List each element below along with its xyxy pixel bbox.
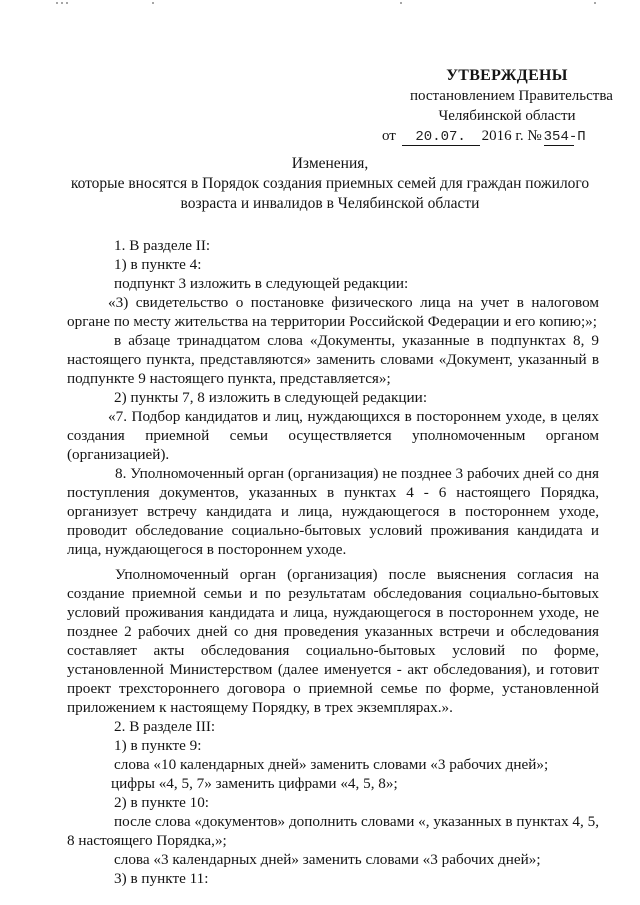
document-title xyxy=(60,154,600,214)
from-label: от xyxy=(382,128,396,144)
approval-date-row xyxy=(372,126,602,146)
document-body xyxy=(67,236,599,888)
paragraph: «3) свидетельство о постановке физического лица на учет в налоговом органе по месту жительства на территории Российской Федерации и его копию;»; xyxy=(67,294,599,330)
paragraph: слова «3 календарных дней» заменить словами «3 рабочих дней»; xyxy=(114,851,541,868)
approval-number: 354-П xyxy=(543,129,586,145)
paragraph: 1) в пункте 9: xyxy=(114,737,202,754)
paragraph: 3) в пункте 11: xyxy=(114,870,209,887)
paragraph: цифры «4, 5, 7» заменить цифрами «4, 5, 8»; xyxy=(111,775,398,792)
title-line-2: которые вносятся в Порядок создания приемных семей для граждан пожилого xyxy=(70,175,590,192)
approval-heading: УТВЕРЖДЕНЫ xyxy=(446,67,568,84)
approval-line-2: постановлением Правительства xyxy=(410,88,613,104)
paragraph: «7. Подбор кандидатов и лиц, нуждающихся в постороннем уходе, в целях создания приемной семьи осуществляется уполномоченным органом (организацией). xyxy=(67,408,599,463)
paragraph: 2) пункты 7, 8 изложить в следующей редакции: xyxy=(114,389,428,406)
scan-artifacts xyxy=(56,2,596,6)
paragraph: 1) в пункте 4: xyxy=(114,256,202,273)
approval-block xyxy=(372,66,613,146)
title-line-1: Изменения, xyxy=(291,155,369,172)
paragraph: 2) в пункте 10: xyxy=(114,794,210,811)
paragraph: 2. В разделе III: xyxy=(114,718,216,735)
paragraph: 8. Уполномоченный орган (организация) не позднее 3 рабочих дней со дня поступления документов, указанных в пунктах 4 - 6 настоящего Порядка, организует встречу кандидата и лица, нуждающегося в постороннем уходе, проводит обследование социально-бытовых условий проживания кандидата и лица, нуждающегося в постороннем уходе. xyxy=(67,465,599,558)
approval-line-3: Челябинской области xyxy=(438,108,576,124)
approval-date: 20.07. xyxy=(402,129,480,146)
year-label: 2016 г. № xyxy=(481,128,542,144)
paragraph: после слова «документов» дополнить словами «, указанных в пунктах 4, 5, 8 настоящего Порядка,»; xyxy=(67,813,599,849)
paragraph: в абзаце тринадцатом слова «Документы, указанные в подпунктах 8, 9 настоящего пункта, представляются» заменить словами «Документ, указанный в подпункте 9 настоящего пункта, представляется»; xyxy=(67,332,599,387)
paragraph: Уполномоченный орган (организация) после выяснения согласия на создание приемной семьи и по результатам обследования социально-бытовых условий проживания кандидата и лица, нуждающегося в постороннем уходе, не позднее 2 рабочих дней со дня проведения указанных встречи и обследования составляет акты обследования социально-бытовых условий по форме, установленной Министерством (далее именуется - акт обследования), и готовит проект трехстороннего договора о приемной семье по форме, установленной приложением к настоящему Порядку, в трех экземплярах.». xyxy=(67,566,599,716)
paragraph: подпункт 3 изложить в следующей редакции: xyxy=(114,275,409,292)
paragraph: слова «10 календарных дней» заменить словами «3 рабочих дней»; xyxy=(114,756,549,773)
title-line-3: возраста и инвалидов в Челябинской области xyxy=(180,195,480,212)
paragraph: 1. В разделе II: xyxy=(114,237,211,254)
